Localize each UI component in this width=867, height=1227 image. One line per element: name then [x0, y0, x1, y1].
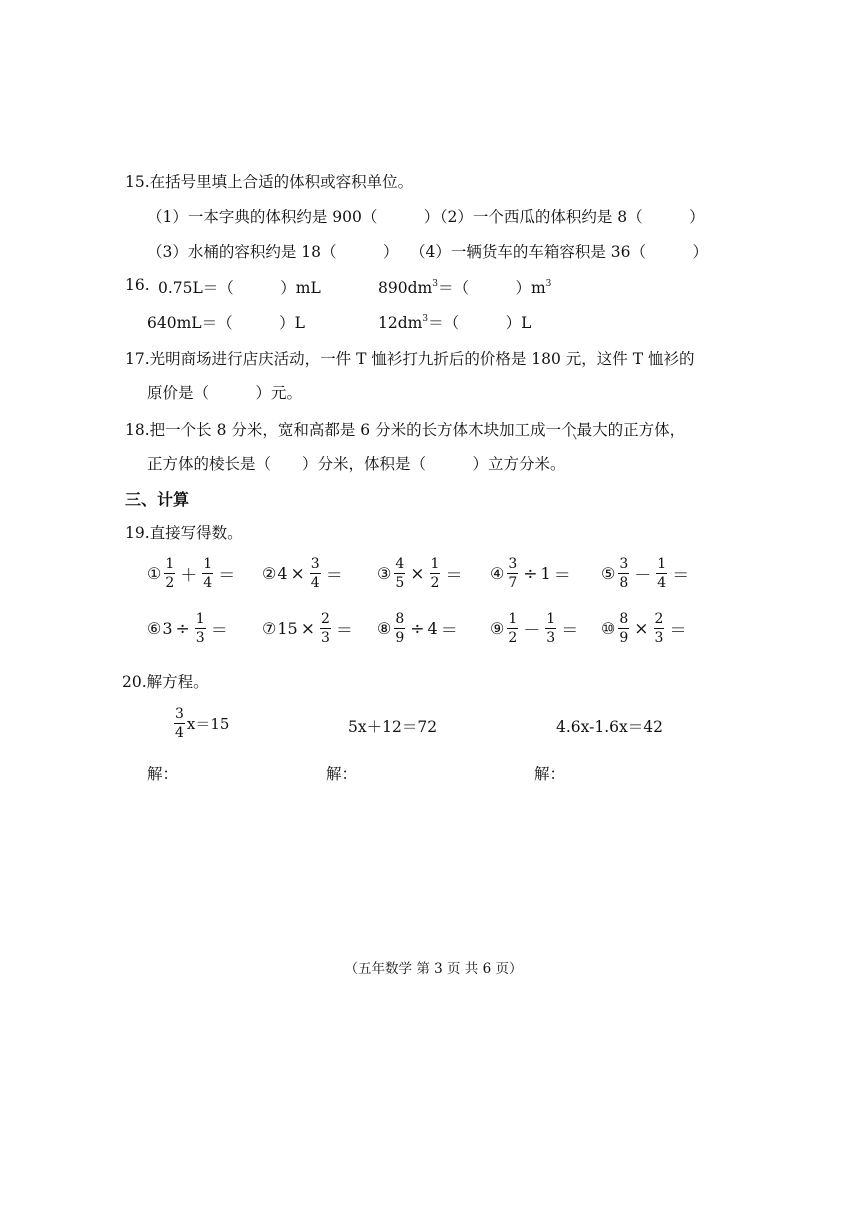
operator: ×: [634, 618, 649, 639]
numerator: 4: [395, 556, 405, 572]
whole-number: 15: [277, 619, 298, 638]
whole-number: 3: [162, 619, 173, 638]
numerator: 3: [310, 556, 320, 572]
fraction: [202, 557, 213, 590]
operator: ×: [410, 563, 425, 584]
calc-item-5: [601, 557, 692, 590]
equals-sign: ＝: [210, 621, 228, 641]
operator: ÷: [523, 563, 538, 584]
q15-item-3: （3）水桶的容积约是 18（ ）: [147, 243, 399, 261]
whole-number: 4: [427, 619, 438, 638]
numerator: 1: [195, 611, 205, 627]
denominator: 3: [195, 630, 205, 646]
q16-item-4: [378, 311, 531, 333]
fraction: [618, 612, 629, 645]
numerator: 1: [165, 556, 175, 572]
numerator: 3: [619, 556, 629, 572]
fraction: [654, 612, 665, 645]
equals-sign: ＝: [669, 621, 687, 641]
item-label: ⑥: [147, 619, 162, 638]
operator: －: [634, 566, 652, 586]
fraction: [320, 612, 331, 645]
item-label: ⑨: [490, 619, 505, 638]
denominator: 4: [175, 725, 184, 741]
fraction: [394, 612, 405, 645]
calc-item-2: [262, 557, 346, 590]
superscript-cube: 3: [432, 279, 438, 289]
denominator: 7: [508, 575, 518, 591]
fraction: [195, 612, 206, 645]
page-footer: （五年数学 第 3 页 共 6 页）: [344, 961, 523, 977]
superscript-cube: 3: [545, 279, 552, 289]
fraction: [507, 557, 518, 590]
q16-item-4-right: ＝（ ）L: [428, 314, 532, 332]
numerator: 8: [395, 611, 405, 627]
q16-number: 16.: [125, 276, 150, 294]
item-label: ①: [147, 564, 162, 583]
q15-item-2: （2）一个西瓜的体积约是 8（ ）: [432, 208, 705, 226]
superscript-cube: 3: [422, 314, 429, 324]
equation-1-rest: x＝15: [186, 715, 230, 733]
fraction: [507, 612, 518, 645]
calc-item-1: [147, 557, 238, 590]
denominator: 2: [430, 575, 440, 591]
solve-label-1: 解：: [147, 765, 179, 783]
equals-sign: ＝: [445, 566, 463, 586]
equals-sign: ＝: [335, 621, 353, 641]
q16-item-3: 640mL＝（ ）L: [147, 314, 305, 332]
solve-label-2: 解：: [326, 765, 358, 783]
fraction: [164, 557, 175, 590]
calc-item-7: [262, 612, 356, 645]
denominator: 4: [310, 575, 320, 591]
q18-line-1: 18.把一个长 8 分米，宽和高都是 6 分米的长方体木块加工成一个最大的正方体，: [125, 421, 686, 439]
whole-number: 4: [277, 564, 288, 583]
denominator: 4: [657, 575, 667, 591]
denominator: 3: [546, 630, 556, 646]
equation-3: 4.6x-1.6x＝42: [556, 718, 663, 736]
item-label: ⑩: [601, 619, 616, 638]
denominator: 2: [165, 575, 175, 591]
fraction: [430, 557, 441, 590]
section-title: 三、计算: [125, 490, 190, 509]
q16-item-1: 0.75L＝（ ）mL: [158, 279, 321, 297]
fraction: [394, 557, 405, 590]
item-label: ②: [262, 564, 277, 583]
denominator: 9: [395, 630, 405, 646]
denominator: 3: [654, 630, 664, 646]
denominator: 4: [203, 575, 213, 591]
calc-item-3: [377, 557, 465, 590]
item-label: ⑤: [601, 564, 616, 583]
numerator: 8: [619, 611, 629, 627]
solve-label-3: 解：: [534, 765, 566, 783]
q16-item-4-left: 12dm: [378, 314, 423, 332]
q16-item-2-right: ＝（ ）m: [437, 279, 546, 297]
q15-item-4: （4）一辆货车的车箱容积是 36（ ）: [410, 243, 709, 261]
numerator: 1: [430, 556, 440, 572]
equation-2: 5x＋12＝72: [348, 718, 438, 736]
denominator: 9: [619, 630, 629, 646]
q16-item-2-left: 890dm: [378, 279, 433, 297]
equation-1: [172, 707, 229, 740]
fraction: [310, 557, 321, 590]
operator: ＋: [180, 566, 198, 586]
equals-sign: ＝: [440, 621, 458, 641]
q19-title: 19.直接写得数。: [125, 524, 243, 542]
denominator: 8: [619, 575, 629, 591]
numerator: 3: [508, 556, 518, 572]
equals-sign: ＝: [325, 566, 343, 586]
numerator: 2: [654, 611, 664, 627]
calc-item-6: [147, 612, 231, 645]
numerator: 1: [657, 556, 667, 572]
q17-line-2: 原价是（ ）元。: [147, 384, 303, 402]
denominator: 5: [395, 575, 405, 591]
equals-sign: ＝: [561, 621, 579, 641]
calc-item-8: [377, 612, 461, 645]
whole-number: 1: [540, 564, 551, 583]
equals-sign: ＝: [672, 566, 690, 586]
q16-item-2: [378, 276, 551, 298]
fraction: [545, 612, 556, 645]
fraction: [656, 557, 667, 590]
operator: ÷: [410, 618, 425, 639]
item-label: ⑧: [377, 619, 392, 638]
item-label: ③: [377, 564, 392, 583]
fraction: [174, 707, 185, 740]
operator: －: [523, 621, 541, 641]
denominator: 3: [320, 630, 330, 646]
equals-sign: ＝: [218, 566, 236, 586]
equals-sign: ＝: [553, 566, 571, 586]
item-label: ⑦: [262, 619, 277, 638]
denominator: 2: [508, 630, 518, 646]
calc-item-10: [601, 612, 689, 645]
q17-line-1: 17.光明商场进行店庆活动，一件 T 恤衫打九折后的价格是 180 元，这件 T 恤衫的: [125, 350, 695, 368]
calc-item-9: [490, 612, 581, 645]
numerator: 1: [546, 611, 556, 627]
item-label: ④: [490, 564, 505, 583]
q15-title: 15.在括号里填上合适的体积或容积单位。: [125, 173, 414, 191]
q15-item-1: （1）一本字典的体积约是 900（ ）: [147, 208, 440, 226]
q18-line-2: 正方体的棱长是（ ）分米，体积是（ ）立方分米。: [147, 455, 566, 473]
numerator: 1: [203, 556, 213, 572]
calc-item-4: [490, 557, 574, 590]
fraction: [618, 557, 629, 590]
numerator: 1: [508, 611, 518, 627]
operator: ÷: [175, 618, 190, 639]
numerator: 2: [320, 611, 330, 627]
q20-title: 20.解方程。: [122, 673, 209, 691]
operator: ×: [290, 563, 305, 584]
numerator: 3: [175, 706, 184, 722]
operator: ×: [300, 618, 315, 639]
